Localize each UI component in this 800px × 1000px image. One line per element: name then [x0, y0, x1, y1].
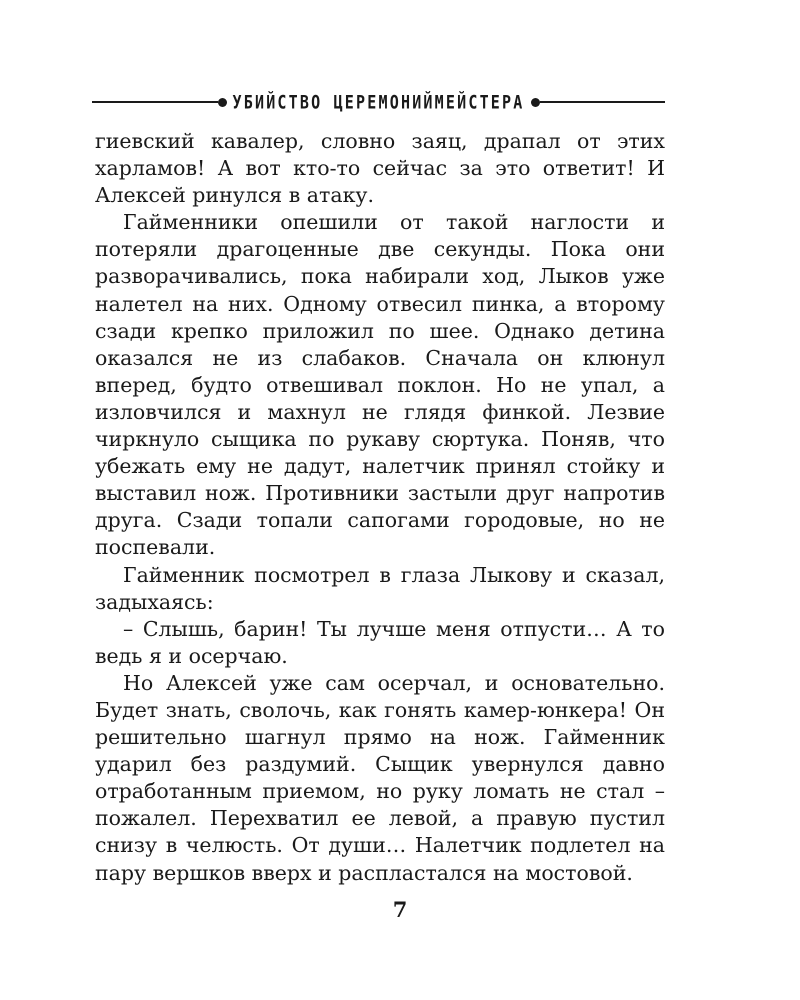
running-header [92, 88, 665, 116]
running-title: УБИЙСТВО ЦЕРЕМОНИЙМЕЙСТЕРА [232, 90, 525, 114]
header-rule-left [92, 101, 218, 103]
paragraph: Но Алексей уже сам осерчал, и основательно. Будет знать, сволочь, как гонять камер-юнкера! Он решительно шагнул прямо на нож. Гайменник ударил без раздумий. Сыщик увернулся давно отработанным приемом, но руку ломать не стал – пожалел. Перехватил ее левой, а правую пустил снизу в челюсть. От души… Налетчик подлетел на пару вершков вверх и распластался на мостовой. [95, 670, 665, 885]
header-rule-right [540, 101, 666, 103]
paragraph: гиевский кавалер, словно заяц, драпал от этих харламов! А вот кто-то сейчас за это ответит! И Алексей ринулся в атаку. [95, 129, 665, 208]
paragraph: Гайменник посмотрел в глаза Лыкову и сказал, задыхаясь: [95, 562, 665, 614]
page-number: 7 [392, 897, 408, 922]
header-bullet-right [531, 98, 540, 107]
body-text [95, 128, 665, 887]
paragraph: Гайменники опешили от такой наглости и потеряли драгоценные две секунды. Пока они разворачивались, пока набирали ход, Лыков уже налетел на них. Одному отвесил пинка, а второму сзади крепко приложил по шее. Однако детина оказался не из слабаков. Сначала он клюнул вперед, будто отвешивал поклон. Но не упал, а изловчился и махнул не глядя финкой. Лезвие чиркнуло сыщика по рукаву сюртука. Поняв, что убежать ему не дадут, налетчик принял стойку и выставил нож. Противники застыли друг напротив друга. Сзади топали сапогами городовые, но не поспевали. [95, 210, 665, 560]
header-bullet-left [218, 98, 227, 107]
paragraph: – Слышь, барин! Ты лучше меня отпусти… А то ведь я и осерчаю. [95, 616, 665, 668]
